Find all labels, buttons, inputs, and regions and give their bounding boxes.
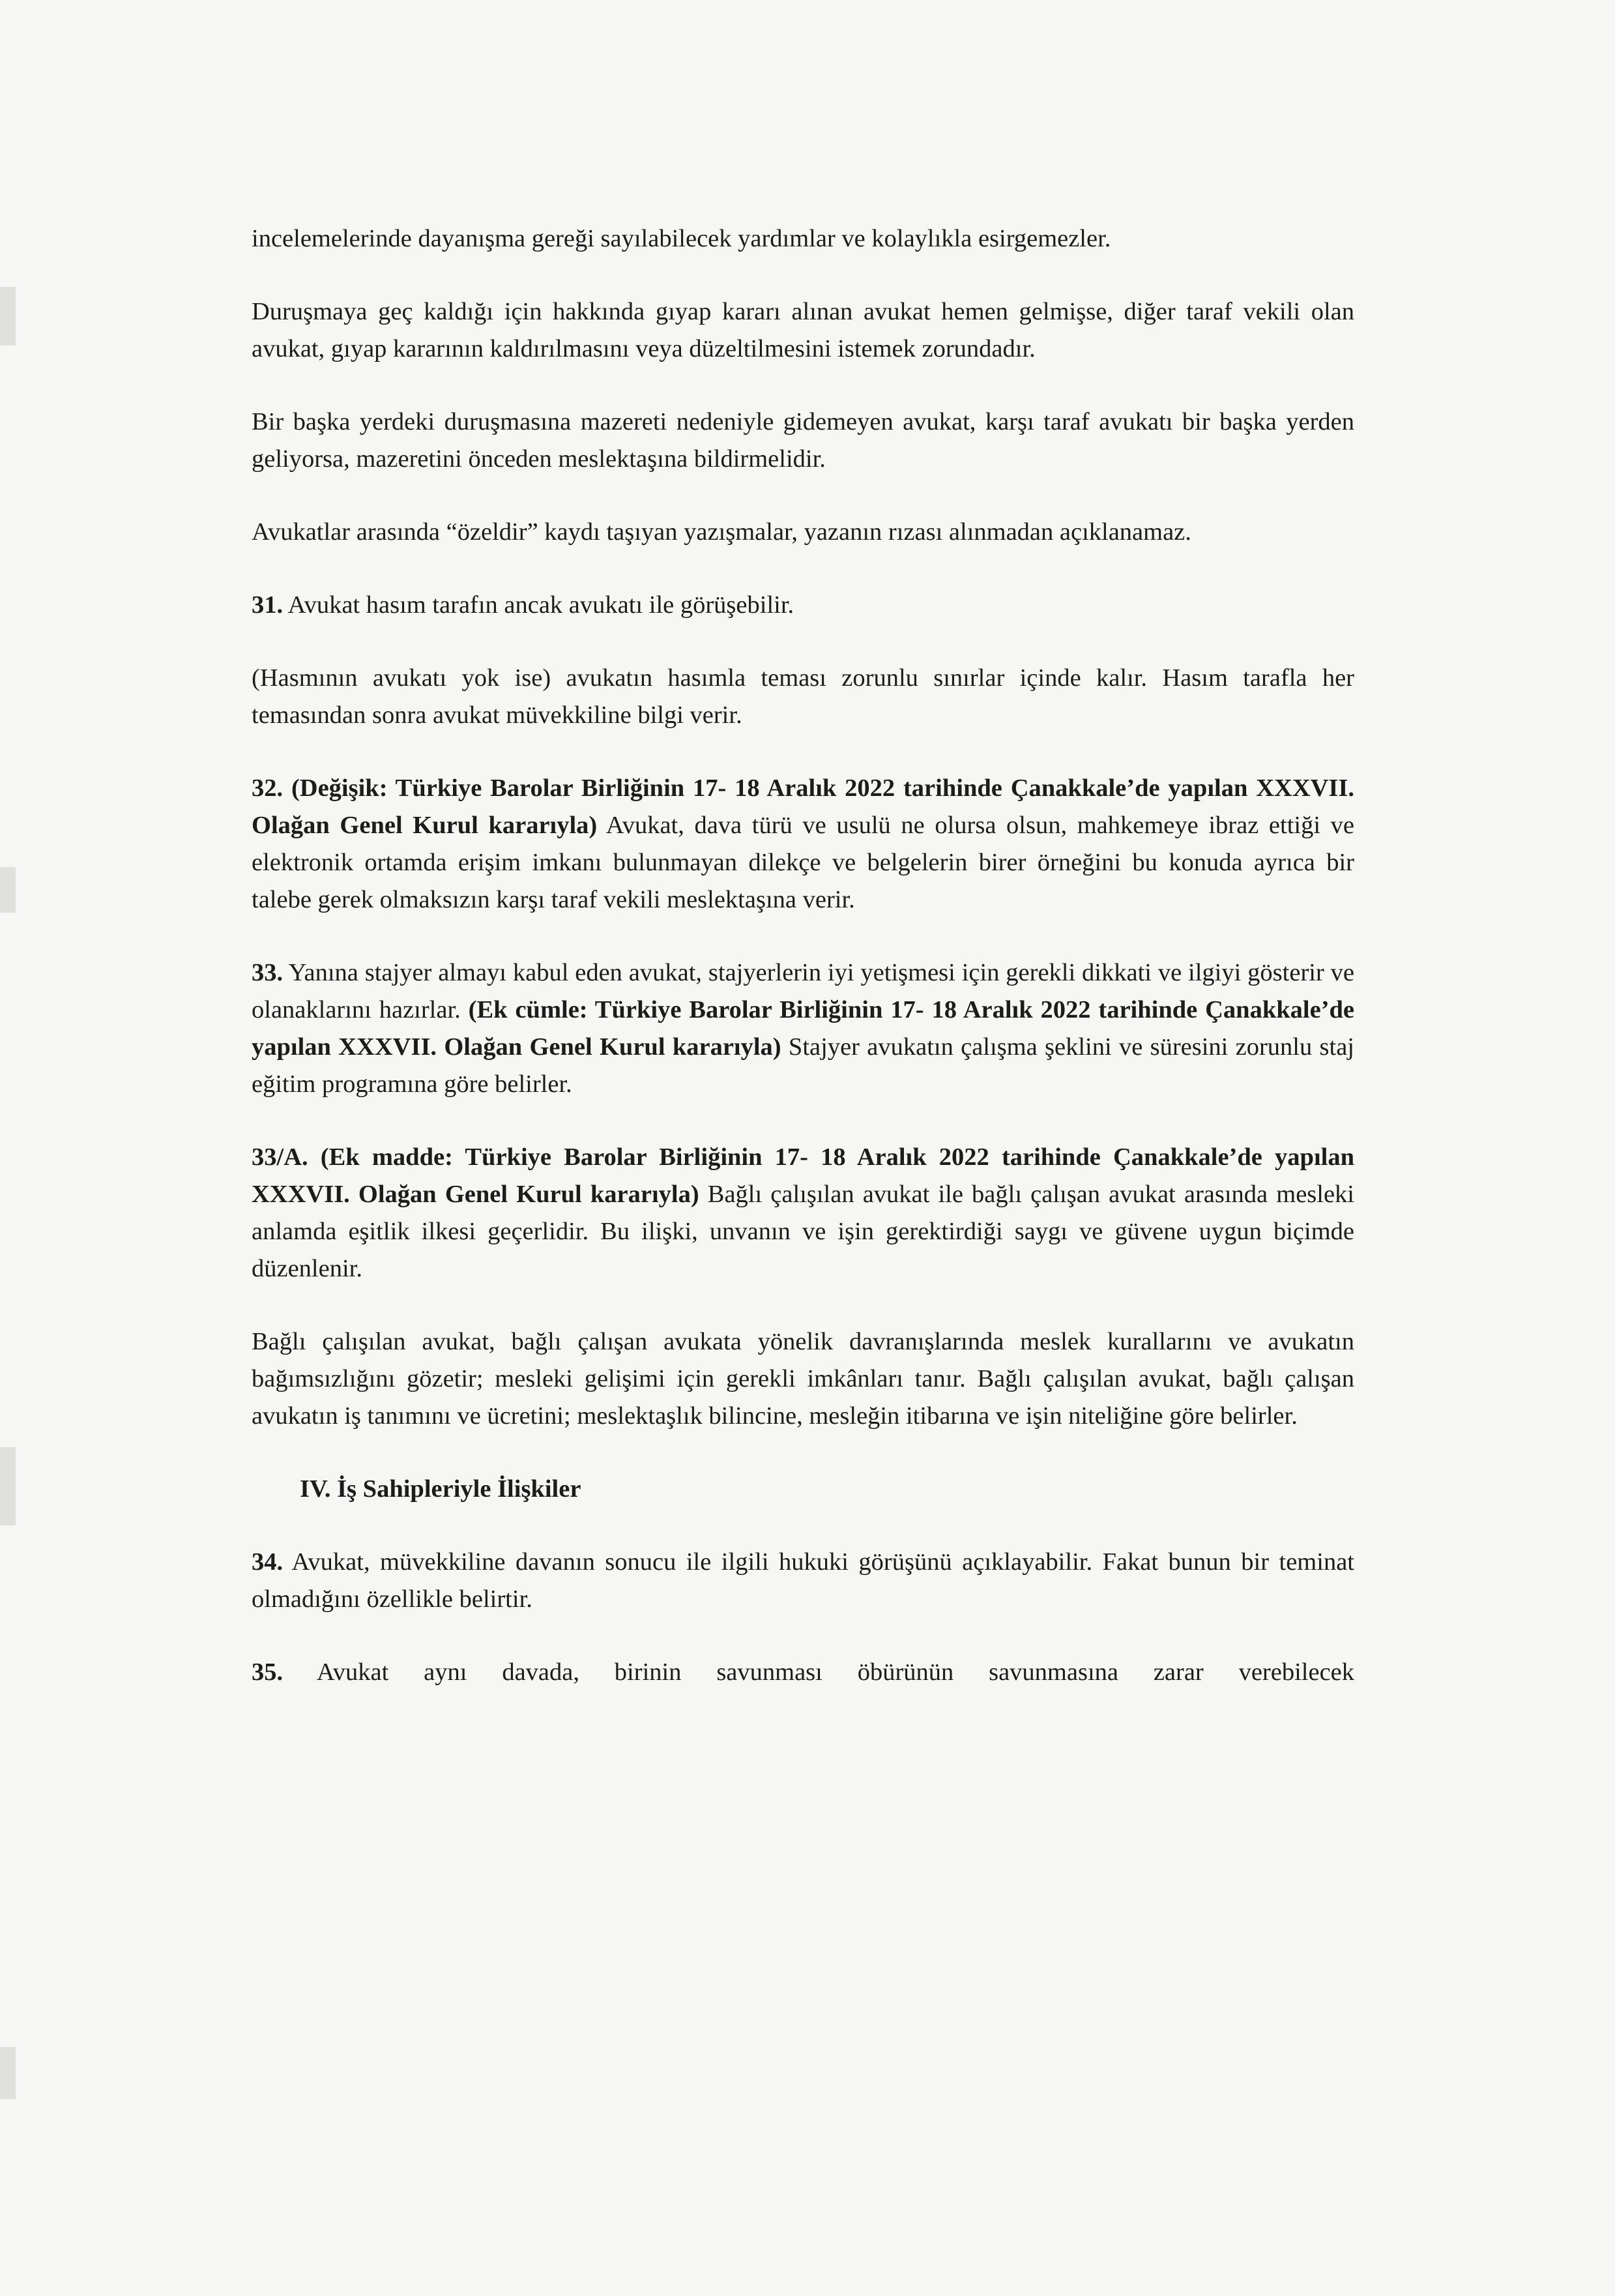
article-number: 35. xyxy=(252,1658,284,1686)
article-number: 32. xyxy=(252,774,284,802)
article-35 xyxy=(252,1654,1354,1691)
article-31-paragraph-2: (Hasmının avukatı yok ise) avukatın hasımla teması zorunlu sınırlar içinde kalır. Hasım tarafla her temasından sonra avukat müvekkiline bilgi verir. xyxy=(252,664,1354,729)
scan-edge-mark xyxy=(0,867,16,913)
paragraph: Duruşmaya geç kaldığı için hakkında gıyap kararı alınan avukat hemen gelmişse, diğer taraf vekili olan avukat, gıyap kararının kaldırılmasını veya düzeltilmesini istemek zorundadır. xyxy=(252,298,1354,362)
article-text: Bağlı çalışılan avukat ile bağlı çalışan avukat arasında mesleki anlamda eşitlik ilkesi geçerlidir. Bu ilişki, unvanın ve işin gerektirdiği saygı ve güvene uygun biçimde düzenlenir. xyxy=(252,1181,1354,1282)
article-number: 34. xyxy=(252,1548,284,1576)
amendment-note: (Değişik: Türkiye Barolar Birliğinin 17- 18 Aralık 2022 tarihinde Çanakkale’de yapılan XXXVII. Olağan Genel Kurul kararıyla) xyxy=(252,774,1355,839)
article-33 xyxy=(252,954,1354,1103)
article-text: Avukat, müvekkiline davanın sonucu ile ilgili hukuki görüşünü açıklayabilir. Fakat bunun bir teminat olmadığını özellikle belirtir. xyxy=(252,1548,1354,1613)
article-33a-paragraph-2: Bağlı çalışılan avukat, bağlı çalışan avukata yönelik davranışlarında meslek kurallarını ve avukatın bağımsızlığını gözetir; mesleki gelişimi için gerekli imkânları tanır. Bağlı çalışılan avukat, bağlı çalışan avukatın iş tanımını ve ücretini; meslektaşlık bilincine, mesleğin itibarına ve işin niteliğine göre belirler. xyxy=(252,1328,1354,1430)
article-33a xyxy=(252,1139,1354,1288)
article-number: 33. xyxy=(252,959,284,986)
article-32 xyxy=(252,770,1354,919)
paragraph: Bir başka yerdeki duruşmasına mazereti nedeniyle gidemeyen avukat, karşı taraf avukatı bir başka yerden geliyorsa, mazeretini önceden meslektaşına bildirmelidir. xyxy=(252,408,1354,473)
article-text: Avukat aynı davada, birinin savunması öbürünün savunmasına zarar verebilecek xyxy=(316,1658,1354,1686)
article-number: 31. xyxy=(252,591,284,619)
article-text: Avukat hasım tarafın ancak avukatı ile görüşebilir. xyxy=(287,591,794,619)
article-34 xyxy=(252,1544,1354,1618)
amendment-note: (Ek cümle: Türkiye Barolar Birliğinin 17- 18 Aralık 2022 tarihinde Çanakkale’de yapılan XXXVII. Olağan Genel Kurul kararıyla) xyxy=(252,996,1355,1061)
article-text: Avukat, dava türü ve usulü ne olursa olsun, mahkemeye ibraz ettiği ve elektronik ortamda erişim imkanı bulunmayan dilekçe ve belgelerin birer örneğini bu konuda ayrıca bir talebe gerek olmaksızın karşı taraf vekili meslektaşına verir. xyxy=(252,812,1354,913)
article-text-2: Stajyer avukatın çalışma şeklini ve süresini zorunlu staj eğitim programına göre belirler. xyxy=(252,1033,1355,1098)
scan-edge-mark xyxy=(0,1447,16,1525)
scan-edge-mark xyxy=(0,2047,16,2099)
document-body xyxy=(252,220,1354,1727)
scan-edge-mark xyxy=(0,287,16,346)
article-31 xyxy=(252,587,1354,624)
paragraph: Avukatlar arasında “özeldir” kaydı taşıyan yazışmalar, yazanın rızası alınmadan açıklanamaz. xyxy=(252,518,1191,546)
article-text: Yanına stajyer almayı kabul eden avukat, stajyerlerin iyi yetişmesi için gerekli dikkati ve ilgiyi gösterir ve olanaklarını hazırlar. xyxy=(252,959,1354,1023)
section-heading: IV. İş Sahipleriyle İlişkiler xyxy=(300,1475,581,1503)
amendment-note: (Ek madde: Türkiye Barolar Birliğinin 17- 18 Aralık 2022 tarihinde Çanakkale’de yapılan XXXVII. Olağan Genel Kurul kararıyla) xyxy=(252,1143,1354,1208)
paragraph: incelemelerinde dayanışma gereği sayılabilecek yardımlar ve kolaylıkla esirgemezler. xyxy=(252,225,1111,252)
article-number: 33/A. xyxy=(252,1143,308,1171)
